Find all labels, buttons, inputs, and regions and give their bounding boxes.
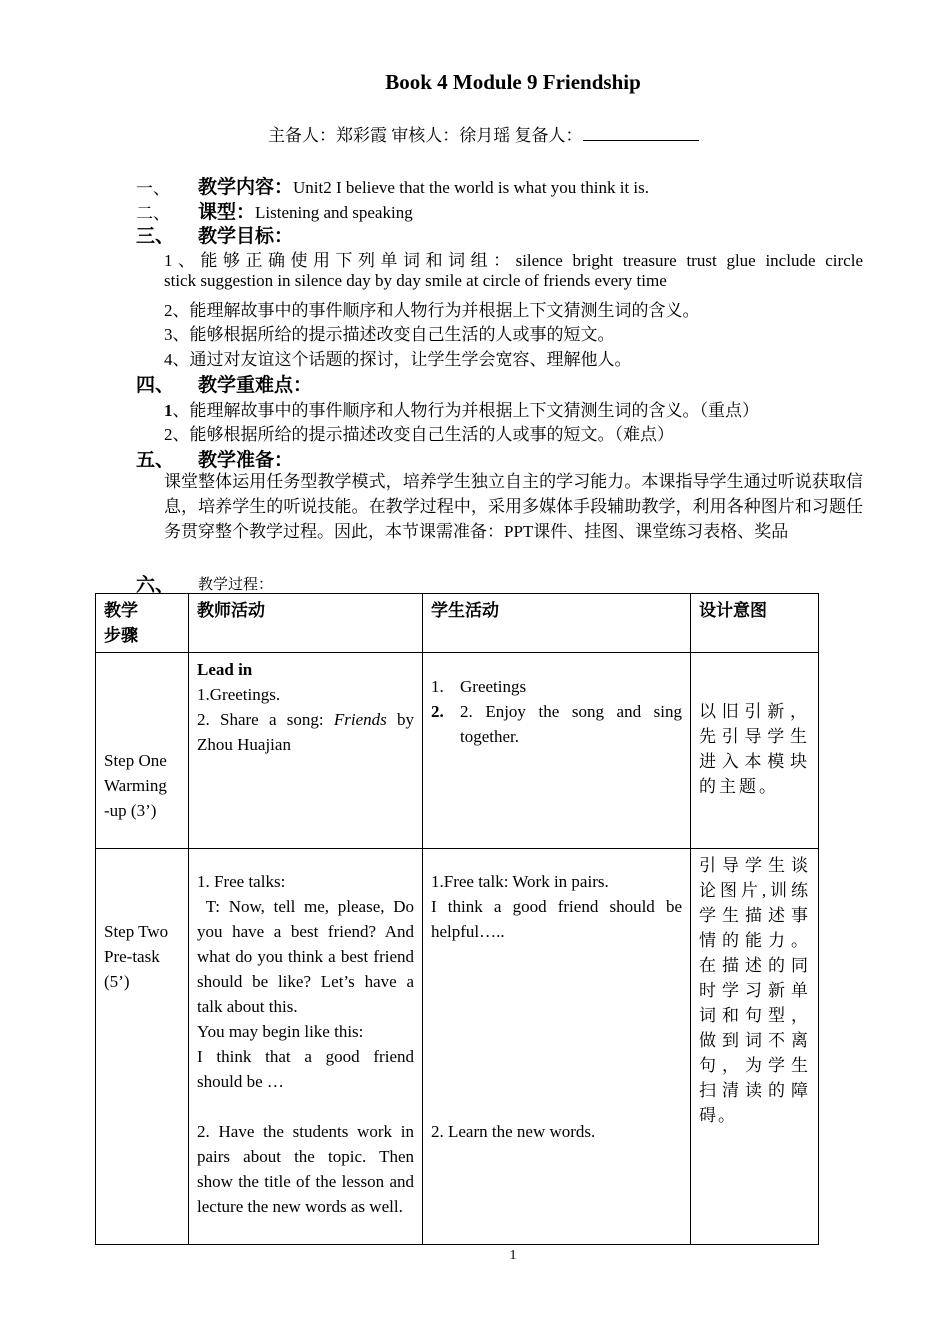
section-6-number: 六、 [136, 575, 175, 596]
teacher-step-1: 1. Free talks: [197, 872, 286, 891]
section-4-label: 教学重难点： [198, 375, 313, 396]
student-cell [423, 849, 691, 1245]
header-student: 学生活动 [423, 594, 691, 653]
objective-3: 3、能够根据所给的提示描述改变自己生活的人或事的短文。 [164, 325, 615, 344]
teacher-sentence: I think that a good friend should be … [197, 1047, 414, 1091]
section-1-text: Unit2 I believe that the world is what you think it is. [293, 178, 650, 197]
student-cell [423, 653, 691, 849]
teaching-process-table [95, 593, 819, 1245]
section-2-number: 二、 [136, 204, 170, 223]
teacher-step-2: 2. Share a song: Friends by Zhou Huajian [197, 710, 415, 754]
student-step-2: 2. Learn the new words. [431, 1122, 596, 1141]
step-cell: Step One Warming -up (3’) [96, 653, 189, 849]
table-header-row [96, 594, 819, 653]
intent-cell: 引导学生谈论图片,训练学生描述事情的能力。在描述的同时学习新单词和句型，做到词不离句，为学生扫清读的障碍。 [691, 849, 819, 1245]
key-point-1 [164, 396, 759, 421]
key-point-1-text: 、能理解故事中的事件顺序和人物行为并根据上下文猜测生词的含义。（重点） [172, 401, 759, 420]
objective-2: 2、能理解故事中的事件顺序和人物行为并根据上下文猜测生词的含义。 [164, 301, 700, 320]
section-1-label: 教学内容： [198, 177, 294, 198]
section-1 [198, 172, 649, 199]
header-intent: 设计意图 [691, 594, 819, 653]
table-row [96, 653, 819, 849]
document-title: Book 4 Module 9 Friendship [385, 70, 641, 94]
section-2-label: 课型： [198, 202, 256, 223]
section-4-number: 四、 [136, 375, 175, 396]
teacher-prompt: T: Now, tell me, please, Do you have a best friend? And what do you think a best friend should be like? Let’s have a talk about this. [197, 897, 419, 1016]
section-3 [198, 221, 293, 248]
list-item: 1. Greetings [431, 677, 527, 696]
section-5-label: 教学准备： [198, 450, 294, 471]
objective-1-line-1: 1、能够正确使用下列单词和词组：silence bright treasure trust glue include circle [164, 251, 863, 270]
section-4 [198, 370, 312, 397]
author-names: 主备人：郑彩霞 审核人：徐月瑶 复备人： [268, 126, 583, 145]
author-line [268, 121, 699, 146]
key-point-2: 2、能够根据所给的提示描述改变自己生活的人或事的短文。（难点） [164, 425, 674, 444]
table-row [96, 849, 819, 1245]
page-number: 1 [509, 1248, 517, 1263]
teacher-cell [189, 653, 423, 849]
section-3-number: 三、 [136, 226, 175, 247]
step-cell: Step Two Pre-task (5’) [96, 849, 189, 1245]
song-title: Friends [333, 710, 387, 729]
section-5 [198, 445, 293, 472]
objective-1-line-2: stick suggestion in silence day by day smile at circle of friends every time [164, 271, 667, 290]
key-point-1-number: 1 [164, 401, 173, 420]
preparation-paragraph: 课堂整体运用任务型教学模式，培养学生独立自主的学习能力。本课指导学生通过听说获取信息，培养学生的听说技能。在教学过程中，采用多媒体手段辅助教学，利用各种图片和习题任务贯穿整个教学过程。因此，本节课需准备：PPT课件、挂图、课堂练习表格、奖品 [164, 472, 863, 541]
intent-cell: 以旧引新，先引导学生进入本模块的主题。 [691, 653, 819, 849]
student-step-1: 1.Free talk: Work in pairs. [431, 872, 609, 891]
teacher-cell [189, 849, 423, 1245]
header-teacher: 教师活动 [189, 594, 423, 653]
section-1-number: 一、 [136, 179, 170, 198]
header-step: 教学步骤 [96, 594, 189, 653]
section-2-text: Listening and speaking [255, 203, 413, 222]
section-5-number: 五、 [136, 450, 175, 471]
teacher-step-1: 1.Greetings. [197, 685, 281, 704]
reviewer-blank [583, 125, 699, 141]
teacher-step-2: 2. Have the students work in pairs about the topic. Then show the title of the lesson and lecture the new words as well. [197, 1122, 414, 1216]
teacher-hint: You may begin like this: [197, 1022, 364, 1041]
objective-4: 4、通过对友谊这个话题的探讨，让学生学会宽容、理解他人。 [164, 350, 632, 369]
student-sentence: I think a good friend should be helpful….. [431, 897, 682, 941]
section-6-label: 教学过程： [198, 577, 274, 593]
list-item: 2. 2. Enjoy the song and sing together. [431, 702, 682, 746]
lead-in-heading: Lead in [197, 660, 253, 679]
section-3-label: 教学目标： [198, 226, 294, 247]
section-2 [198, 197, 413, 224]
student-list [431, 674, 682, 749]
